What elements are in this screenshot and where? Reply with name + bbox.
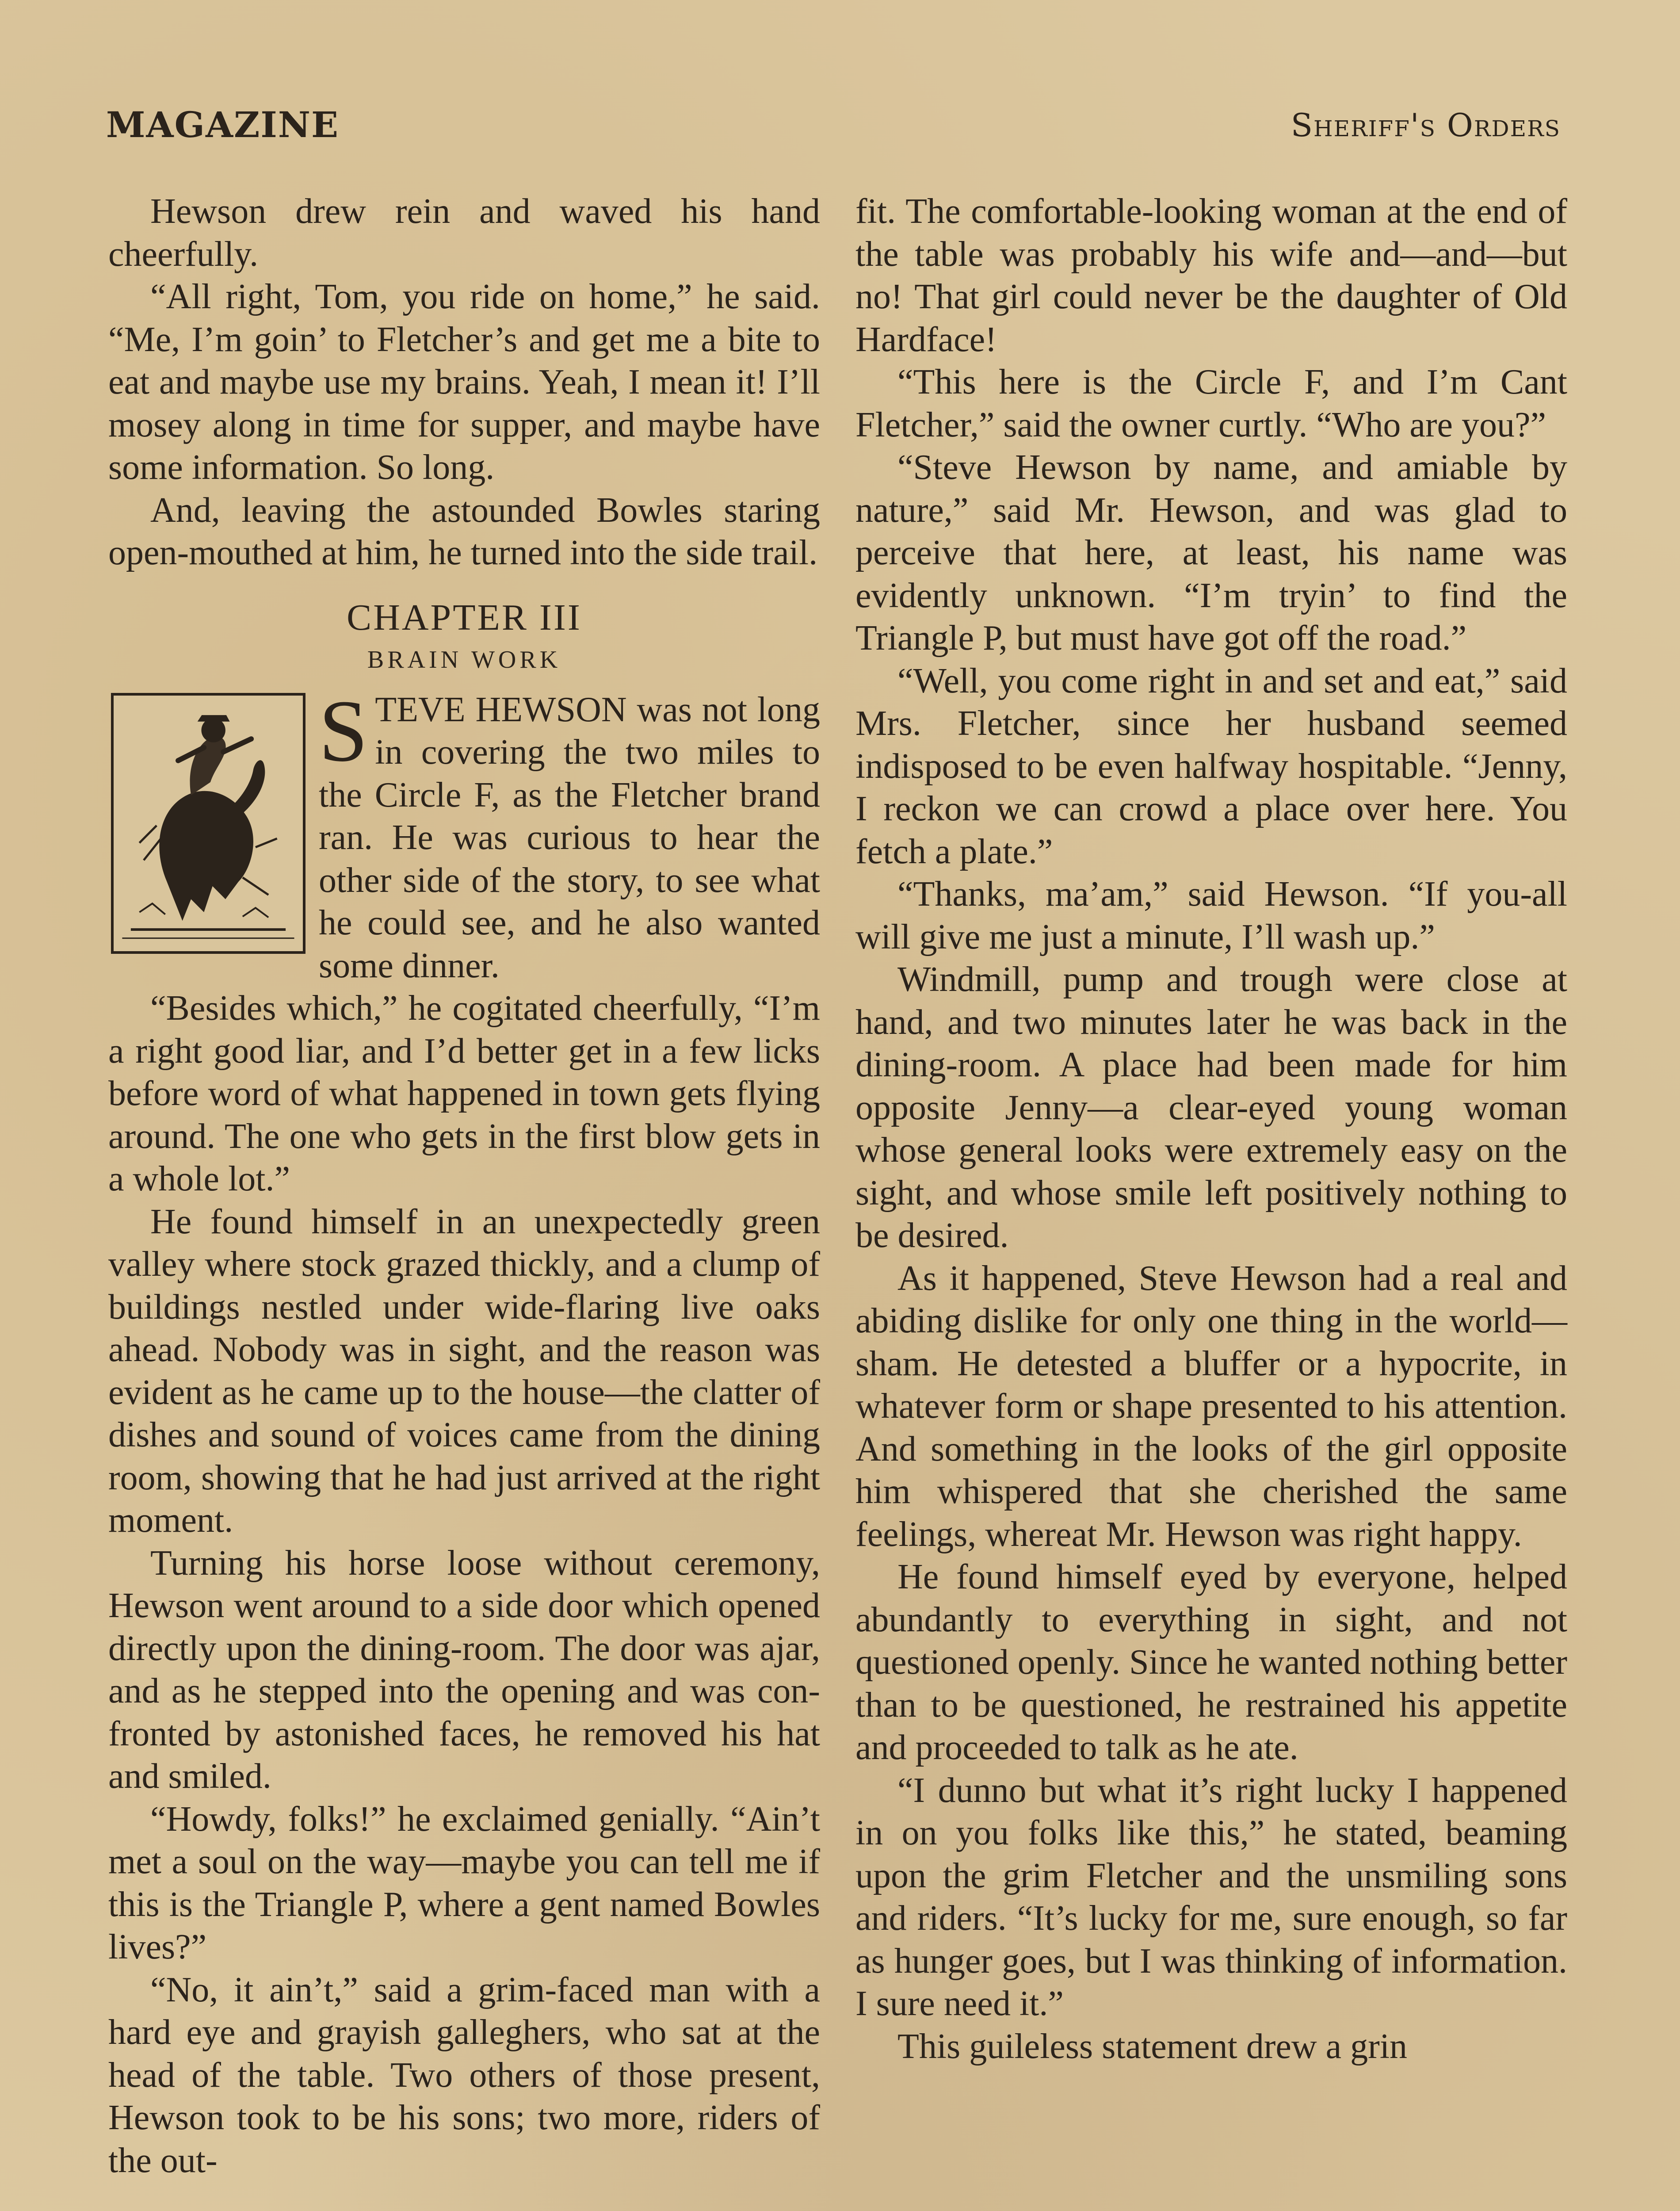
paragraph: Turning his horse loose without ceremony, Hewson went around to a side door which opened directly upon the dining-room. The door was ajar, and as he stepped into the opening and was confronted by astonished faces, he removed his hat and smiled.	[108, 1543, 820, 1796]
chapter-heading	[108, 596, 820, 680]
paragraph: This guileless statement drew a grin	[897, 2027, 1408, 2066]
paragraph: “No, it ain’t,” said a grim-faced man with a hard eye and grayish galleghers, who sat at the head of the table. Two others of those present, Hewson took to be his sons; two more, riders of the out-	[108, 1970, 820, 2180]
paragraph: TEVE HEWSON was not long in covering the two miles to the Circle F, as the Fletcher brand ran. He was curious to hear the other side of the story, to see what he could see, and he also wanted some dinner.	[319, 690, 820, 985]
page-header	[106, 104, 1561, 153]
left-column	[108, 190, 820, 2182]
paragraph: “All right, Tom, you ride on home,” he said. “Me, I’m goin’ to Fletcher’s and get me a bite to eat and maybe use my brains. Yeah, I mean it! I’ll mosey along in time for supper, and maybe have some information. So long.	[108, 277, 820, 487]
paragraph: He found himself in an unexpectedly green valley where stock grazed thickly, and a clump of buildings nestled under wide-flaring live oaks ahead. Nobody was in sight, and the reason was evident as he came up to the house—the clatter of dishes and sound of voices came from the dining room, showing that he had just arrived at the right moment.	[108, 1202, 820, 1540]
paragraph: Hewson drew rein and waved his hand cheerfully.	[108, 192, 820, 274]
right-column	[855, 190, 1567, 2068]
paragraph: “This here is the Circle F, and I’m Cant Fletcher,” said the owner curtly. “Who are you?”	[855, 363, 1567, 444]
story-title-header: Sheriff's Orders	[1291, 107, 1561, 144]
chapter-subtitle: BRAIN WORK	[367, 646, 561, 673]
paragraph: As it happened, Steve Hewson had a real and abiding dislike for only one thing in the world—sham. He detested a bluffer or a hypocrite, in whatever form or shape presented to his attention. And something in the looks of the girl opposite him whispered that she cherished the same feelings, whereat Mr. Hewson was right happy.	[855, 1259, 1567, 1554]
paragraph: “Besides which,” he cogitated cheerfully, “I’m a right good liar, and I’d better get in a few licks before word of what happened in town gets flying around. The one who gets in the first blow gets in a whole lot.”	[108, 989, 820, 1198]
paragraph: And, leaving the astounded Bowles staring open-mouthed at him, he turned into the side trail.	[108, 490, 820, 572]
bucking-horse-rider-illustration	[111, 693, 305, 954]
chapter-title: CHAPTER III	[347, 597, 582, 638]
paragraph: Windmill, pump and trough were close at hand, and two minutes later he was back in the dining-room. A place had been made for him opposite Jenny—a clear-eyed young woman whose general looks were extremely easy on the sight, and whose smile left positively nothing to be desired.	[855, 960, 1567, 1255]
paragraph: “Howdy, folks!” he exclaimed genially. “Ain’t met a soul on the way—maybe you can tell me if this is the Triangle P, where a gent named Bowles lives?”	[108, 1799, 820, 1966]
paragraph: fit. The comfortable-looking woman at the end of the table was probably his wife and—and—but no! That girl could never be the daughter of Old Hardface!	[855, 192, 1567, 359]
paragraph: “Thanks, ma’am,” said Hewson. “If you-all will give me just a minute, I’ll wash up.”	[855, 875, 1567, 956]
paragraph: “Steve Hewson by name, and amiable by nature,” said Mr. Hewson, and was glad to perceive that here, at least, his name was evidently unknown. “I’m tryin’ to find the Triangle P, but must have got off the road.”	[855, 448, 1567, 658]
paragraph: “Well, you come right in and set and eat,” said Mrs. Fletcher, since her husband seemed indisposed to be even halfway hospitable. “Jenny, I reckon we can crowd a place over here. You fetch a plate.”	[855, 661, 1567, 871]
paragraph: “I dunno but what it’s right lucky I happened in on you folks like this,” he stated, beaming upon the grim Fletcher and the unsmiling sons and riders. “It’s lucky for me, sure enough, so far as hunger goes, but I was thinking of information. I sure need it.”	[855, 1771, 1567, 2023]
paragraph: He found himself eyed by everyone, helped abundantly to everything in sight, and not questioned openly. Since he wanted nothing better than to be questioned, he restrained his appetite and proceeded to talk as he ate.	[855, 1557, 1567, 1767]
magazine-label: MAGAZINE	[106, 104, 339, 145]
drop-cap: S	[319, 682, 368, 780]
